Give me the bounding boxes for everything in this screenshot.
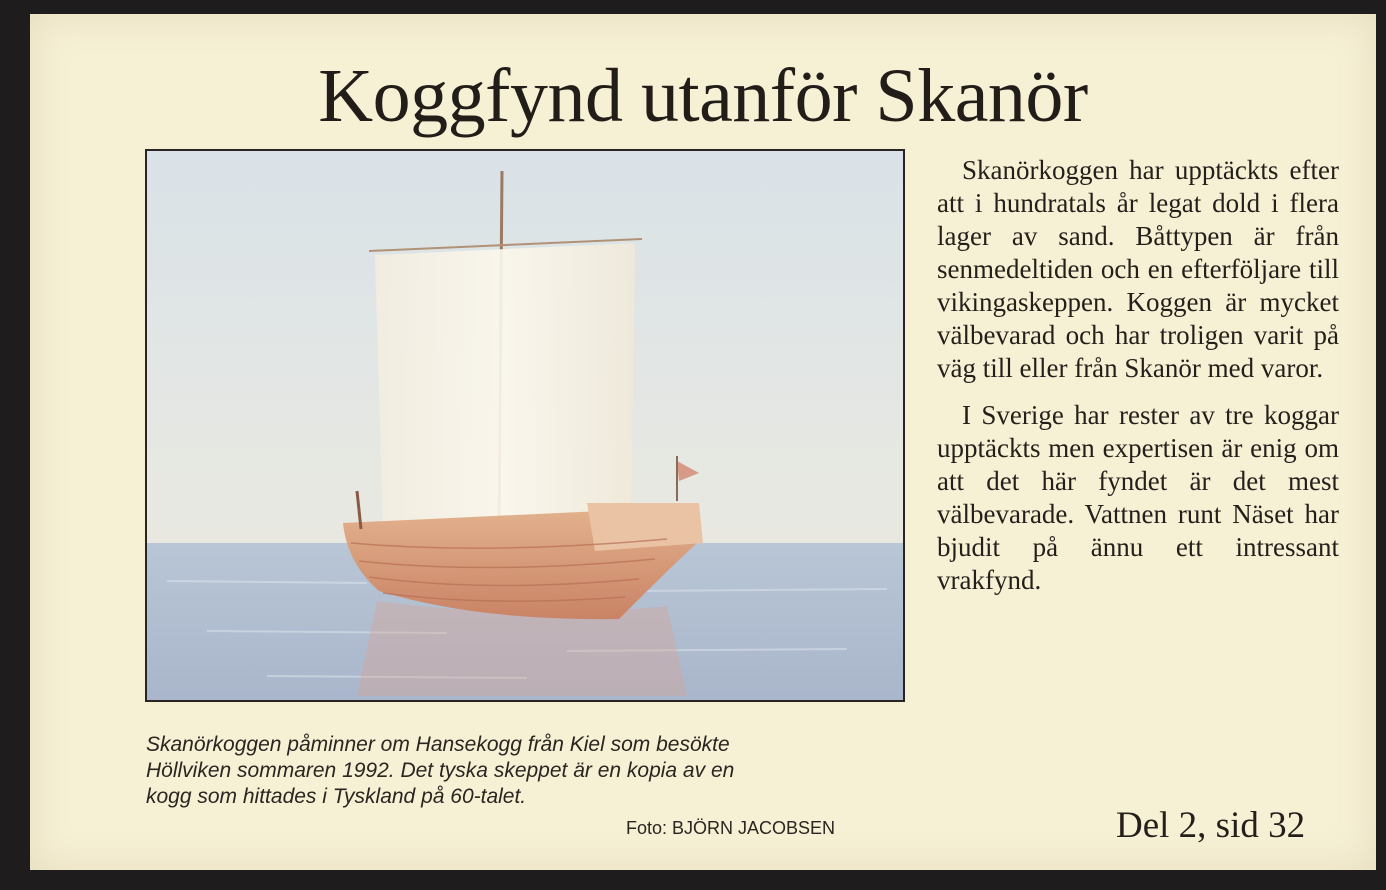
ship-photo <box>145 149 905 702</box>
cog-ship-image <box>147 151 903 700</box>
headline: Koggfynd utanför Skanör <box>318 54 1088 138</box>
photo-caption: Skanörkoggen påminner om Hansekogg från Kiel som besökte Höllviken sommaren 1992. Det tyska skeppet är en kopia av en kogg som hittades i Tyskland på 60-talet. <box>146 733 735 808</box>
article-paragraph-1: Skanörkoggen har upptäckts efter att i hundratals år legat dold i flera lager av sand. Båttypen är från senmedeltiden och en efterföljare till vikingaskeppen. Koggen är mycket välbevarad och har troligen varit på väg till eller från Skanör med varor. <box>937 155 1339 383</box>
photo-credit: Foto: BJÖRN JACOBSEN <box>626 818 836 838</box>
article-body <box>937 154 1339 611</box>
article-paragraph-2: I Sverige har rester av tre koggar upptäckts men expertisen är enig om att det här fyndet är det mest välbevarade. Vattnen runt Näset har bjudit på ännu ett intressant vrakfynd. <box>937 400 1339 595</box>
page-reference: Del 2, sid 32 <box>1116 805 1306 846</box>
